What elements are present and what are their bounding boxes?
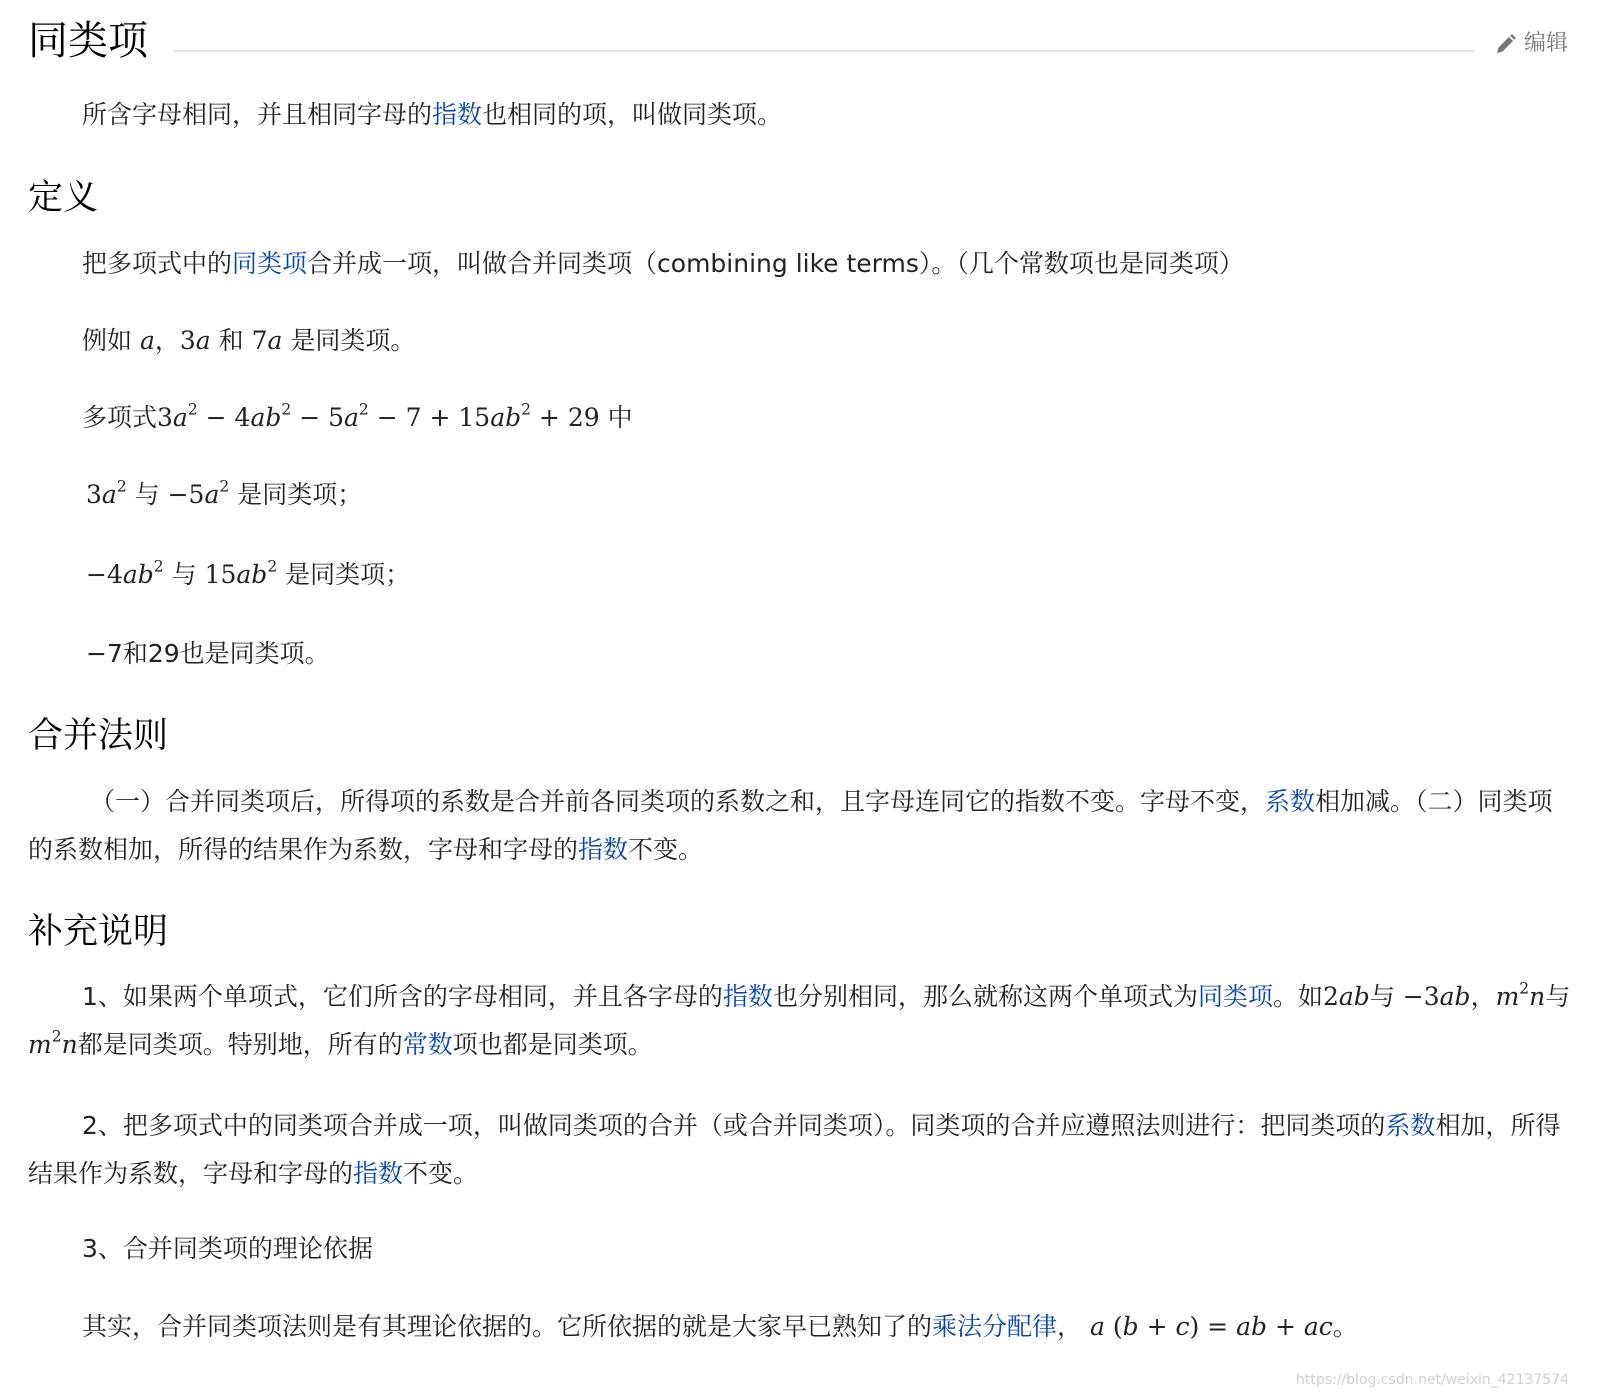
supplement-item-1: 1、如果两个单项式，它们所含的字母相同，并且各字母的指数也分别相同，那么就称这两个单项式为同类项。如2ab与 −3ab，$m^2n$与$m^2n$都是同类项。特别地，所有的常数项也都是同类项。 bbox=[28, 979, 1571, 1059]
link-exponent[interactable]: 指数 bbox=[353, 1159, 404, 1188]
math-formula: $15ab^2$ bbox=[196, 557, 278, 589]
pencil-icon bbox=[1494, 32, 1518, 56]
math-formula: −3ab bbox=[1394, 982, 1471, 1011]
edit-link[interactable] bbox=[1494, 26, 1568, 57]
edit-label: 编辑 bbox=[1524, 31, 1569, 56]
link-coefficient[interactable]: 系数 bbox=[1385, 1111, 1436, 1140]
pair-line-1: $3a^2$ 与 $-5a^2$ 是同类项； bbox=[86, 477, 363, 509]
math-formula: 2ab bbox=[1322, 982, 1370, 1011]
link-exponent[interactable]: 指数 bbox=[578, 835, 629, 864]
supplement-item-3: 3、合并同类项的理论依据 bbox=[82, 1234, 373, 1263]
link-exponent[interactable]: 指数 bbox=[722, 982, 773, 1011]
intro-paragraph: 所含字母相同，并且相同字母的指数也相同的项，叫做同类项。 bbox=[82, 100, 783, 129]
math-formula: $m^2n$ bbox=[1495, 979, 1546, 1011]
rules-paragraph: （一）合并同类项后，所得项的系数是合并前各同类项的系数之和，且字母连同它的指数不变。字母不变，系数相加减。（二）同类项的系数相加，所得的结果作为系数，字母和字母的指数不变。 bbox=[28, 787, 1553, 864]
math-formula: 3a bbox=[179, 326, 211, 355]
page-title: 同类项 bbox=[28, 18, 148, 64]
math-formula: $-5a^2$ bbox=[159, 477, 230, 509]
title-divider bbox=[174, 50, 1474, 52]
math-formula: $3a^2 - 4ab^2 - 5a^2 - 7 + 15ab^2 + 29$ bbox=[157, 400, 608, 432]
link-like-terms[interactable]: 同类项 bbox=[232, 249, 308, 278]
supplement-item-4: 其实，合并同类项法则是有其理论依据的。它所依据的就是大家早已熟知了的乘法分配律， a (b + c) = ab + ac。 bbox=[82, 1312, 1358, 1341]
definition-paragraph: 把多项式中的同类项合并成一项，叫做合并同类项（combining like terms）。（几个常数项也是同类项） bbox=[82, 249, 1244, 278]
title-row bbox=[28, 10, 1608, 80]
math-formula: a bbox=[139, 326, 155, 355]
constants-line: −7和29也是同类项。 bbox=[86, 639, 330, 668]
math-formula: $3a^2$ bbox=[86, 477, 127, 509]
math-formula: 7a bbox=[243, 326, 283, 355]
math-formula: $m^2n$ bbox=[28, 1027, 78, 1059]
heading-merge-rules: 合并法则 bbox=[28, 716, 169, 756]
link-constant[interactable]: 常数 bbox=[402, 1030, 453, 1059]
link-exponent[interactable]: 指数 bbox=[432, 100, 483, 129]
pair-line-2: $-4ab^2$ 与 $15ab^2$ 是同类项； bbox=[86, 557, 411, 589]
supplement-item-2: 2、把多项式中的同类项合并成一项，叫做同类项的合并（或合并同类项）。同类项的合并应遵照法则进行：把同类项的系数相加，所得结果作为系数，字母和字母的指数不变。 bbox=[28, 1111, 1561, 1188]
link-like-terms[interactable]: 同类项 bbox=[1197, 982, 1273, 1011]
example-line: 例如 a，3a 和 7a 是同类项。 bbox=[82, 326, 416, 355]
heading-definition: 定义 bbox=[28, 178, 99, 218]
watermark: https://blog.csdn.net/weixin_42137574 bbox=[1296, 1372, 1570, 1388]
link-coefficient[interactable]: 系数 bbox=[1265, 787, 1316, 816]
math-formula: $-4ab^2$ bbox=[86, 557, 164, 589]
polynomial-line: 多项式$3a^2 - 4ab^2 - 5a^2 - 7 + 15ab^2 + 29$ 中 bbox=[82, 400, 633, 432]
heading-supplement: 补充说明 bbox=[28, 912, 169, 952]
math-formula: a (b + c) = ab + ac bbox=[1090, 1312, 1333, 1341]
link-distributive-law[interactable]: 乘法分配律 bbox=[932, 1312, 1058, 1341]
